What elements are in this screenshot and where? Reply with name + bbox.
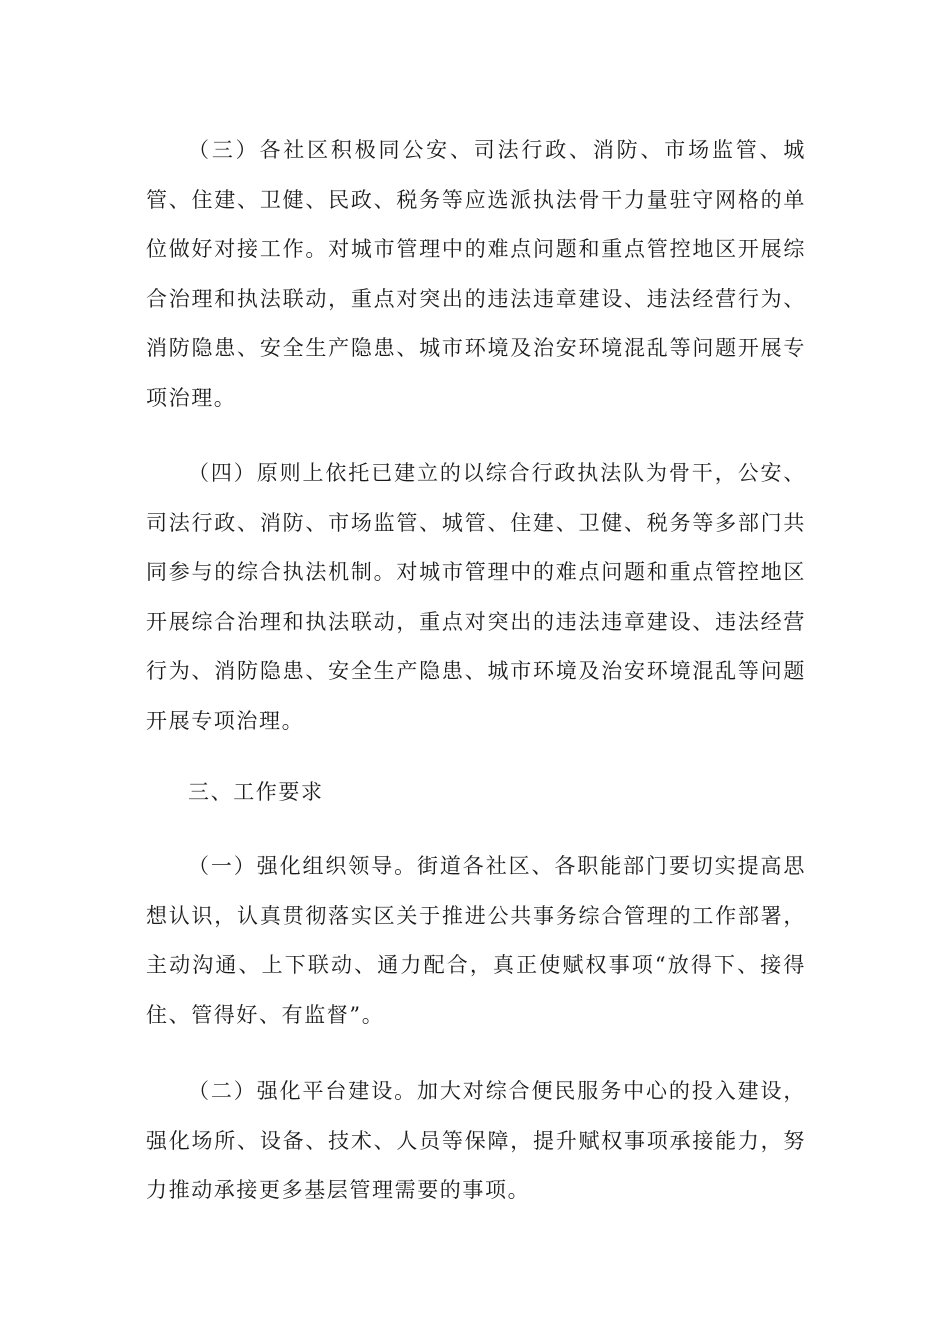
- paragraph-section-4: （四）原则上依托已建立的以综合行政执法队为骨干，公安、司法行政、消防、市场监管、城管、住建、卫健、税务等多部门共同参与的综合执法机制。对城市管理中的难点问题和重点管控地区开展综合治理和执法联动，重点对突出的违法违章建设、违法经营行为、消防隐患、安全生产隐患、城市环境及治安环境混乱等问题开展专项治理。: [146, 461, 806, 733]
- section-heading-work-requirements: 三、工作要求: [188, 780, 324, 804]
- paragraph-section-3: （三）各社区积极同公安、司法行政、消防、市场监管、城管、住建、卫健、民政、税务等应选派执法骨干力量驻守网格的单位做好对接工作。对城市管理中的难点问题和重点管控地区开展综合治理和执法联动，重点对突出的违法违章建设、违法经营行为、消防隐患、安全生产隐患、城市环境及治安环境混乱等问题开展专项治理。: [146, 138, 806, 410]
- paragraph-requirement-2: （二）强化平台建设。加大对综合便民服务中心的投入建设，强化场所、设备、技术、人员等保障，提升赋权事项承接能力，努力推动承接更多基层管理需要的事项。: [146, 1079, 806, 1202]
- paragraph-requirement-1: （一）强化组织领导。街道各社区、各职能部门要切实提高思想认识，认真贯彻落实区关于推进公共事务综合管理的工作部署，主动沟通、上下联动、通力配合，真正使赋权事项“放得下、接得住、管得好、有监督”。: [146, 854, 806, 1027]
